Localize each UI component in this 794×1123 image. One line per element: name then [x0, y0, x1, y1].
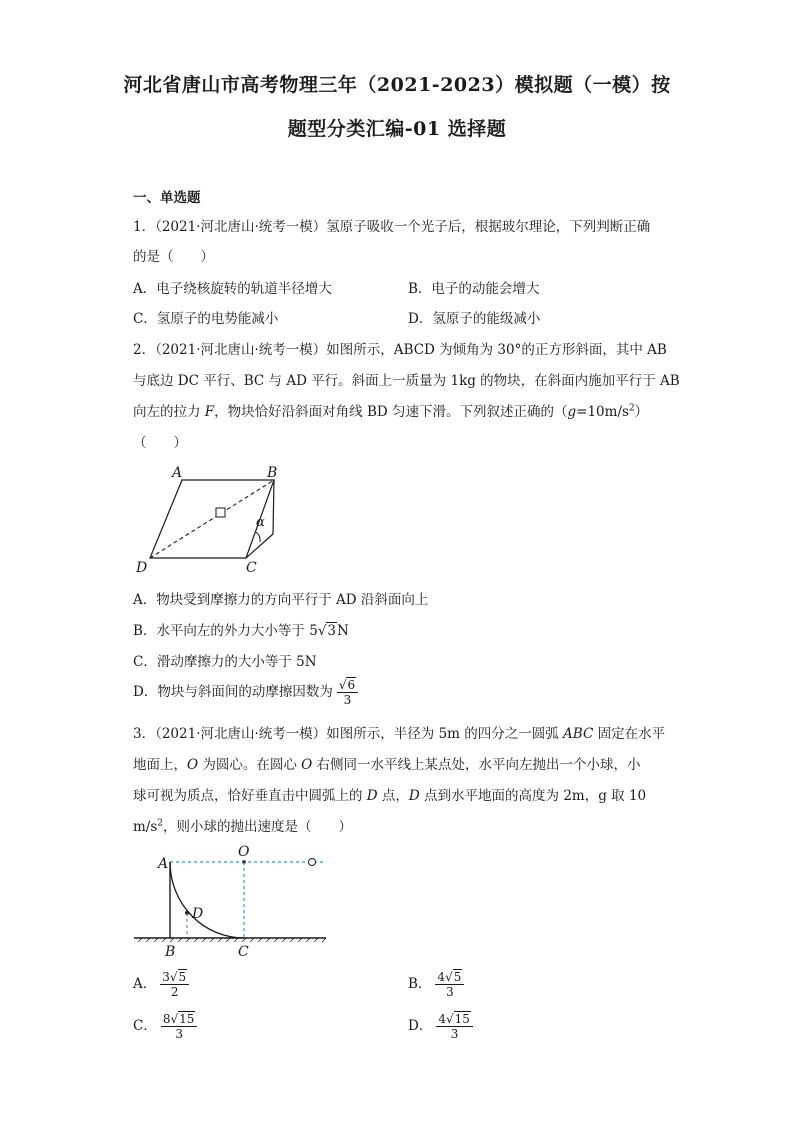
fraction-denominator: 3 [175, 1027, 183, 1041]
q3-text: 地面上， [133, 757, 187, 773]
angle-arc [256, 532, 260, 542]
q3-arc-figure [130, 842, 340, 962]
ball-icon [309, 859, 316, 866]
q3-text: 固定在水平 [593, 726, 666, 742]
q2-option-b-text: B．水平向左的外力大小等于 5 [133, 623, 318, 639]
fraction: $\frac{√6}{3}$ [337, 678, 358, 707]
coefficient: 4 [438, 1012, 446, 1026]
q1-stem-line2: 的是（ ） [133, 249, 214, 265]
q3-var: O [301, 757, 313, 773]
q3-text: 球可视为质点，恰好垂直击中圆弧上的 [133, 788, 367, 804]
sqrt-radicand: 5 [453, 970, 462, 984]
doc-title-line2: 题型分类汇编-01 选择题 [287, 118, 507, 140]
q3-var: D [408, 788, 420, 804]
q2-text-d: ） [634, 404, 649, 420]
arc-abc [170, 862, 244, 938]
label-a: A [172, 465, 183, 481]
coefficient: 8 [162, 1012, 171, 1026]
q2-option-b-unit: N [337, 623, 349, 639]
q3-stem-line2 [133, 753, 641, 773]
q2-stem-line4: （ ） [133, 435, 187, 451]
label-a: A [158, 856, 169, 872]
option-label: D． [408, 1018, 433, 1034]
q2-stem-line1: 2．（2021·河北唐山·统考一模）如图所示，ABCD 为倾角为 30°的正方形斜面，其中 AB [133, 342, 667, 358]
fraction: $\frac{4√5}{3}$ [435, 970, 464, 999]
q2-var-g: g [567, 404, 577, 420]
q3-text: m/s [133, 819, 158, 835]
fraction-denominator: 3 [446, 985, 454, 999]
option-label: A． [133, 976, 157, 992]
q1-option-a: A．电子绕核旋转的轨道半径增大 [133, 281, 332, 297]
q1-option-c: C．氢原子的电势能减小 [133, 311, 279, 327]
q3-text: 点到水平地面的高度为 2m，g 取 10 [419, 788, 647, 804]
q3-option-b [408, 970, 464, 999]
label-o: O [238, 844, 250, 860]
q2-option-c: C．滑动摩擦力的大小等于 5N [133, 654, 317, 670]
label-c: C [246, 560, 257, 574]
q3-option-c [133, 1012, 197, 1041]
q3-option-d [408, 1012, 473, 1041]
q3-text: 点， [377, 788, 409, 804]
fraction-denominator: 3 [343, 693, 352, 707]
fraction: $\frac{3√5}{2}$ [160, 970, 189, 999]
option-label: C． [133, 1018, 157, 1034]
q2-slope-figure [134, 462, 294, 574]
sqrt-radicand: 3 [327, 623, 337, 639]
q2-text-b: ，物块恰好沿斜面对角线 BD 匀速下滑。下列叙述正确的（ [214, 404, 568, 420]
label-b: B [165, 944, 176, 960]
q2-sup: 2 [628, 403, 635, 414]
slope-edge-b [273, 480, 274, 534]
q2-text-c: =10m/s [576, 404, 629, 420]
sqrt-radicand: 15 [454, 1012, 470, 1026]
sqrt-radicand: 5 [178, 970, 187, 984]
fraction: $\frac{4√15}{3}$ [436, 1012, 473, 1041]
q2-stem-line3 [133, 400, 648, 420]
q3-text: 3．（2021·河北唐山·统考一模）如图所示，半径为 5m 的四分之一圆弧 [133, 726, 564, 742]
q3-stem-line3 [133, 784, 646, 804]
q2-var-f: F [204, 404, 215, 420]
q2-option-b [133, 619, 349, 639]
option-label: B． [408, 976, 432, 992]
q3-option-a [133, 970, 189, 999]
q1-option-b: B．电子的动能会增大 [408, 281, 540, 297]
q3-var: D [366, 788, 378, 804]
q2-option-a: A．物块受到摩擦力的方向平行于 AD 沿斜面向上 [133, 592, 429, 608]
fraction: $\frac{8√15}{3}$ [161, 1012, 198, 1041]
q2-option-d [133, 678, 358, 707]
q3-text: 为圆心。在圆心 [198, 757, 302, 773]
sqrt-symbol: √3 [317, 623, 337, 639]
q3-stem-line4 [133, 815, 352, 835]
sqrt-radicand: 15 [179, 1012, 195, 1026]
q3-var: ABC [563, 726, 594, 742]
q2-text-a: 向左的拉力 [133, 404, 205, 420]
q3-text: ，则小球的抛出速度是（ ） [163, 819, 353, 835]
q3-var: O [187, 757, 199, 773]
fraction-denominator: 2 [170, 985, 179, 999]
label-d: D [136, 560, 148, 574]
q2-stem-line2: 与底边 DC 平行、BC 与 AD 平行。斜面上一质量为 1kg 的物块，在斜面内施加平行于 AB [133, 373, 680, 389]
doc-title-line1: 河北省唐山市高考物理三年（2021-2023）模拟题（一模）按 [123, 74, 671, 96]
label-c: C [238, 944, 249, 960]
q3-sup: 2 [157, 818, 164, 829]
label-alpha: α [256, 515, 265, 530]
block-icon [216, 508, 225, 517]
q3-text: 右侧同一水平线上某点处，水平向左抛出一个小球，小 [312, 757, 641, 773]
q2-option-d-text: D．物块与斜面间的动摩擦因数为 [133, 684, 333, 700]
label-b: B [267, 465, 278, 481]
sqrt-radicand: 6 [347, 678, 356, 692]
label-d: D [192, 906, 204, 922]
coefficient: 3 [162, 970, 170, 984]
fraction-denominator: 3 [450, 1027, 459, 1041]
section-heading: 一、单选题 [133, 190, 201, 206]
q1-option-d: D．氢原子的能级减小 [408, 311, 541, 327]
q1-stem-line1: 1．（2021·河北唐山·统考一模）氢原子吸收一个光子后，根据玻尔理论，下列判断正确 [133, 219, 651, 235]
q3-stem-line1 [133, 722, 665, 742]
coefficient: 4 [437, 970, 446, 984]
